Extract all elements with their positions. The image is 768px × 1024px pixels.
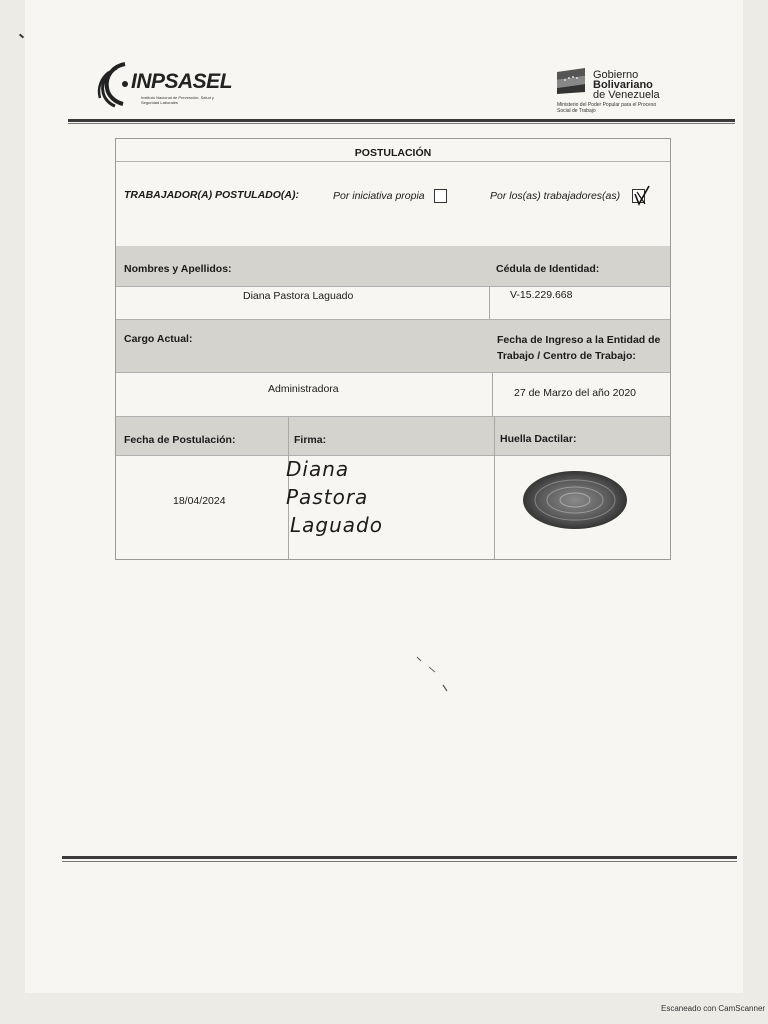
column-divider — [492, 372, 493, 416]
stray-marks — [415, 655, 455, 695]
footer-rule-thin — [62, 861, 737, 862]
by-workers-checkbox[interactable] — [632, 189, 645, 203]
check-mark-icon — [633, 184, 651, 206]
id-value: V-15.229.668 — [510, 289, 573, 301]
option-by-workers-label: Por los(as) trabajadores(as) — [490, 190, 621, 202]
hire-date-value: 27 de Marzo del año 2020 — [514, 387, 637, 399]
venezuela-flag-icon — [555, 66, 588, 94]
column-divider — [494, 417, 495, 559]
application-date-value: 18/04/2024 — [173, 495, 226, 507]
hire-date-label: Fecha de Ingreso a la Entidad de Trabajo / Centro de Trabajo: — [497, 334, 661, 362]
fingerprint-label: Huella Dactilar: — [500, 433, 577, 445]
gov-line-2: Bolivariano — [593, 79, 653, 91]
inpsasel-name: INPSASEL — [131, 70, 233, 93]
gov-line-1: Gobierno — [593, 69, 639, 81]
inpsasel-emblem-icon — [95, 60, 135, 108]
position-label: Cargo Actual: — [124, 333, 193, 345]
option-own-initiative-label: Por iniciativa propia — [333, 190, 425, 202]
header-rule-thin — [68, 123, 735, 124]
divider — [116, 286, 670, 287]
scan-mark — [19, 34, 24, 39]
inpsasel-subtitle: Instituto Nacional de Prevención, Salud y Seguridad Laborales — [141, 95, 214, 105]
position-value: Administradora — [268, 383, 339, 395]
signature-line-1: Diana — [286, 457, 350, 481]
scanner-note: Escaneado con CamScanner — [661, 1004, 766, 1013]
name-value: Diana Pastora Laguado — [243, 290, 354, 302]
postulation-form — [115, 138, 671, 560]
own-initiative-checkbox[interactable] — [434, 189, 447, 203]
footer-rule — [62, 856, 737, 859]
name-label: Nombres y Apellidos: — [124, 263, 232, 275]
ministry-subtitle: Ministerio del Poder Popular para el Proceso Social de Trabajo — [557, 102, 657, 114]
form-title: POSTULACIÓN — [354, 147, 432, 159]
header-rule — [68, 119, 735, 122]
divider — [116, 455, 670, 456]
divider — [116, 372, 670, 373]
divider — [116, 161, 670, 162]
fingerprint-icon — [521, 469, 629, 531]
handwritten-signature — [286, 457, 416, 547]
id-label: Cédula de Identidad: — [496, 263, 600, 275]
gov-line-3: de Venezuela — [593, 89, 660, 101]
government-logo — [555, 66, 675, 118]
application-date-label: Fecha de Postulación: — [124, 434, 236, 446]
signature-line-2: Pastora — [286, 485, 369, 509]
signature-line-3: Laguado — [290, 513, 383, 537]
signature-label: Firma: — [294, 434, 327, 446]
nominee-label: TRABAJADOR(A) POSTULADO(A): — [124, 189, 299, 201]
column-divider — [489, 286, 490, 319]
inpsasel-logo — [95, 60, 235, 110]
